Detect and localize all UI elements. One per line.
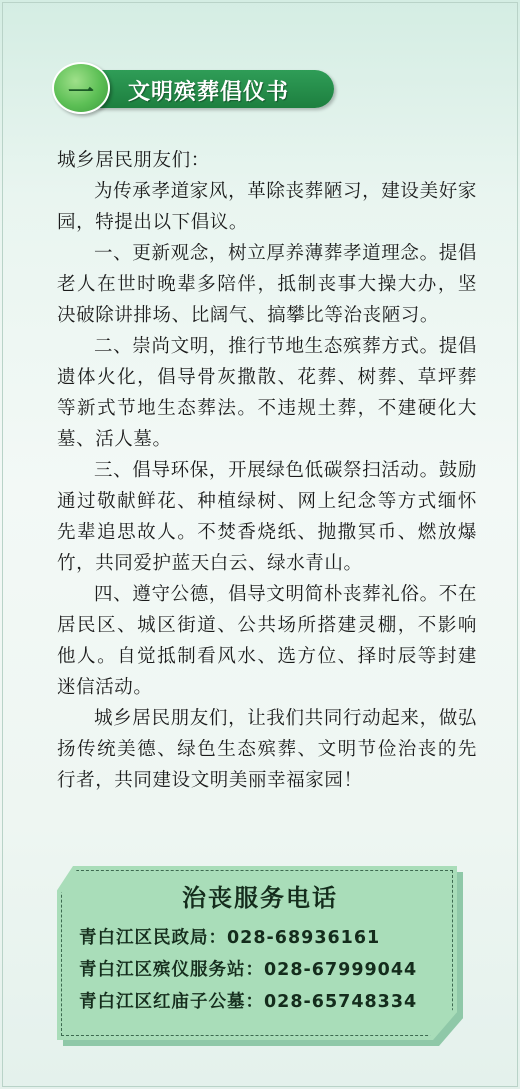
greeting: 城乡居民朋友们： (57, 150, 210, 171)
phone-line-funeral-station: 青白江区殡仪服务站：028-67999044 (79, 960, 418, 980)
section-title: 文明殡葬倡仪书 (128, 80, 290, 105)
item-1-paragraph: 一、更新观念，树立厚养薄葬孝道理念。提倡老人在世时晚辈多陪伴，抵制丧事大操大办，坚决破除讲排场、比阔气、搞攀比等治丧陋习。 (57, 243, 477, 326)
phone-line-civil-affairs: 青白江区民政局：028-68936161 (79, 928, 381, 948)
section-header (52, 62, 336, 114)
section-number-badge (52, 62, 110, 114)
item-3-paragraph: 三、倡导环保，开展绿色低碳祭扫活动。鼓励通过敬献鲜花、种植绿树、网上纪念等方式缅怀先辈追思故人。不焚香烧纸、抛撒冥币、燃放爆竹，共同爱护蓝天白云、绿水青山。 (57, 460, 477, 574)
section-number: 一 (67, 78, 94, 108)
item-2-paragraph: 二、崇尚文明，推行节地生态殡葬方式。提倡遗体火化，倡导骨灰撒散、花葬、树葬、草坪葬等新式节地生态葬法。不违规土葬，不建硬化大墓、活人墓。 (57, 336, 477, 450)
item-4-paragraph: 四、遵守公德，倡导文明简朴丧葬礼俗。不在居民区、城区街道、公共场所搭建灵棚，不影响他人。自觉抵制看风水、选方位、择时辰等封建迷信活动。 (57, 584, 477, 698)
proposal-body (57, 145, 477, 796)
closing-paragraph: 城乡居民朋友们，让我们共同行动起来，做弘扬传统美德、绿色生态殡葬、文明节俭治丧的先行者，共同建设文明美丽幸福家园！ (57, 708, 477, 791)
intro-paragraph: 为传承孝道家风，革除丧葬陋习，建设美好家园，特提出以下倡议。 (57, 181, 477, 233)
service-title: 治丧服务电话 (182, 884, 338, 912)
phone-line-cemetery: 青白江区红庙子公墓：028-65748334 (79, 992, 418, 1012)
service-phone-box (57, 866, 463, 1046)
